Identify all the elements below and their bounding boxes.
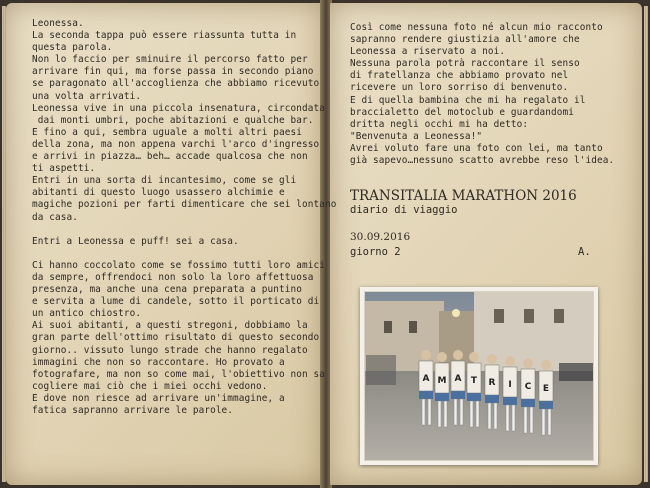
diary-day: giorno 2 (350, 246, 401, 258)
photo-letter: I (508, 380, 512, 390)
polaroid-photo (360, 287, 598, 465)
photo-letter: T (470, 376, 478, 386)
photo-letter: E (542, 384, 550, 394)
diary-title: TRANSITALIA MARATHON 2016 (350, 188, 577, 204)
photo-letter: A (454, 374, 462, 384)
right-page-edge (644, 6, 648, 482)
diary-subtitle: diario di viaggio (350, 204, 458, 216)
photo-letter: R (488, 378, 496, 388)
right-page-text: Così come nessuna foto né alcun mio racconto sapranno rendere giustizia all'amore che Leonessa a riservato a noi. Nessuna parola potrà raccontare il senso di fratellanza che abbiamo provato nel ricevere un loro sorriso di benvenuto. E di quella bambina che mi ha regalato il braccialetto del motoclub e guardandomi dritta negli occhi mi ha detto: "Benvenuta a Leonessa!" Avrei voluto fare una foto con lei, ma tanto già sapevo…nessuno scatto avrebbe reso l'idea. (350, 22, 615, 167)
photo-letter: A (422, 374, 430, 384)
photo-letter: C (524, 382, 532, 392)
photo-letter: M (437, 376, 447, 386)
diary-date: 30.09.2016 (350, 231, 411, 243)
photo-image (364, 291, 594, 461)
left-page-text: Leonessa. La seconda tappa può essere riassunta tutta in questa parola. Non lo faccio per sminuire il percorso fatto per arrivare fin qui, ma forse passa in secondo piano se paragonato all'accoglienza che abbiamo ricevuto una volta arrivati. Leonessa vive in una piccola insenatura, circondata dai monti umbri, poche abitazioni e qualche bar. E fino a qui, sembra uguale a molti altri paesi della zona, ma non appena varchi l'arco d'ingresso e arrivi in piazza… beh… accade qualcosa che non ti aspetti. Entri in una sorta di incantesimo, come se gli abitanti di questo luogo usassero alchimie e magiche pozioni per farti dimenticare che sei lontano da casa. Entri a Leonessa e puff! sei a casa. Ci hanno coccolato come se fossimo tutti loro amici da sempre, offrendoci non solo la loro affettuosa presenza, ma anche una cena preparata a puntino e servita a lume di candele, sotto il porticato di un antico chiostro. Ai suoi abitanti, a questi stregoni, dobbiamo la gran parte dell'ottimo risultato di questo secondo giorno.. vissuto lungo strade che hanno regalato immagini che non so raccontare. Ho provato a fotografare, ma non so come mai, l'obiettivo non sa cogliere mai ciò che i miei occhi vedono. E dove non riesce ad arrivare un'immagine, a fatica sapranno arrivare le parole. (32, 18, 337, 416)
author-initial: A. (578, 246, 591, 258)
